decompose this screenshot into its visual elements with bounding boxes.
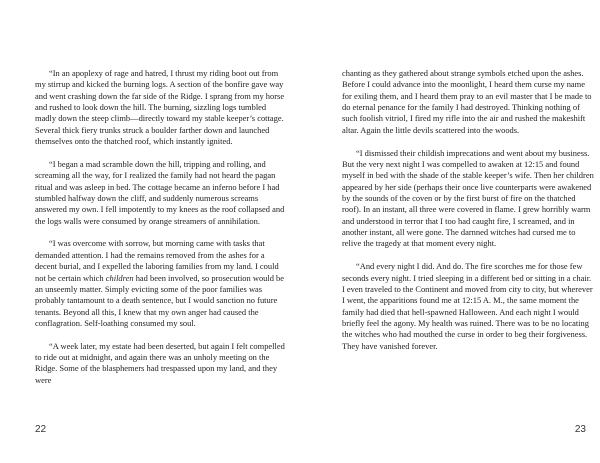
page-number: 23 [574, 424, 586, 435]
paragraph-text: “I was overcome with sorrow, but morning came with tasks that demanded attention. I had the remains removed from the ashes for a decent burial, and I expelled the laboring families from my land. I could not be certain which [35, 238, 279, 283]
paragraph: chanting as they gathered about strange symbols etched upon the ashes. Before I could advance into the moonlight, I heard them curse my name for exiling them, and I heard them pray to an evil master that I be made to do eternal penance for the family I had destroyed. Thinking nothing of such foolish vitriol, I fired my rifle into the air and rushed the makeshift altar. Again the little devils scattered into the woods. [342, 68, 592, 135]
right-page [300, 0, 600, 463]
paragraph: “I began a mad scramble down the hill, tripping and rolling, and screaming all the way, for I realized the family had not heard the pagan ritual and was asleep in bed. The cottage became an inferno before I had stumbled halfway down the cliff, and suddenly numerous screams answered my own. I fell impotently to my knees as the roof collapsed and the logs walls were consumed by orange streamers of annihilation. [35, 158, 285, 226]
paragraph-text: had been involved, so prosecution would be an unseemly matter. Simply evicting some of the poor families was probably tantamount to a death sentence, but I would sanction no future tenants. Beyond all this, I knew that my own anger had caused the conflagration. Self-loathing consumed my soul. [35, 272, 285, 328]
paragraph [35, 238, 287, 329]
page-number: 22 [35, 424, 47, 435]
left-page-text-column [35, 68, 287, 398]
paragraph: “I dismissed their childish imprecations and went about my business. But the very next night I was compelled to awaken at 12:15 and found myself in bed with the shade of the stable keeper’s wife. Then her children appeared by her side (perhaps their once live counterparts were awakened by the sounds of the coven or by the first burst of fire on the thatched roof). In an instant, all three were covered in flame. I grew horribly warm and understood in terror that I too had caught fire, I screamed, and in another instant, all were gone. The darnned witches had cursed me to relive the tragedy at that moment every night. [342, 147, 594, 249]
paragraph: “In an apoplexy of rage and hatred, I thrust my riding boot out from my stirrup and kicked the burning logs. A section of the bonfire gave way and went crashing down the far side of the Ridge. I sprang from my horse and rushed to look down the hill. The burning, sizzling logs tumbled madly down the steep climb—directly toward my stable keeper’s cottage. Several thick fiery trunks struck a boulder farther down and launched themselves onto the thatched roof, which instantly ignited. [35, 68, 285, 147]
right-page-text-column [342, 68, 594, 363]
paragraph: “A week later, my estate had been deserted, but again I felt compelled to ride out at midnight, and again there was an unholy meeting on the Ridge. Some of the blasphemers had trespassed upon my land, and they were [35, 340, 285, 385]
paragraph: “And every night I did. And do. The fire scorches me for those few seconds every night. I tried sleeping in a different bed or sitting in a chair. I even traveled to the Continent and moved from city to city, but wherever I went, the apparitions found me at 12:15 A. M., the same moment the family had died that hell-spawned Halloween. And each night I would briefly feel the agony. My health was ruined. There was to be no locating the witches who had mouthed the curse in order to beg their forgiveness. They have vanished forever. [342, 261, 593, 351]
emphasized-word: children [105, 272, 134, 283]
